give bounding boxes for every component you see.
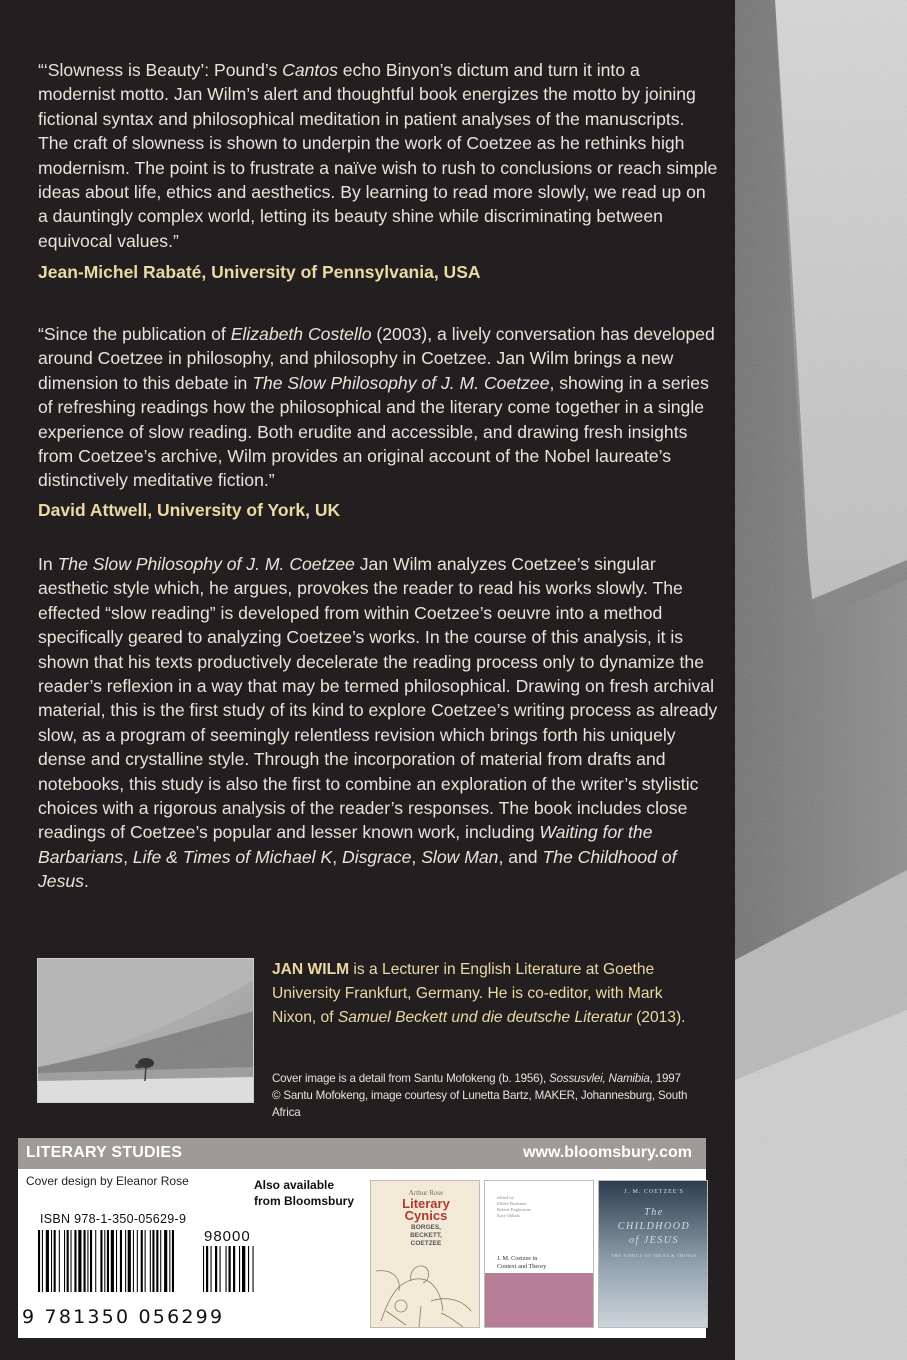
quote2-run: , showing in a series of refreshing readings how the philosophical and the literary come together in a single experience of slow reading. Both erudite and accessible, and drawing fresh insights from Coetzee’s archive, Wilm provides an original account of the Nobel laureate’s distinctively meditative fiction.” bbox=[38, 372, 709, 491]
book1-title-line-2: Cynics bbox=[404, 1208, 448, 1223]
quote2-run: (2003), a lively conversation has developed around Coetzee in philosophy, and philosophy in Coetzee. Jan Wilm brings a new dimension to this debate in bbox=[38, 324, 715, 393]
author-bio-text-1: is a Lecturer in English Literature at Goethe University Frankfurt, Germany. He is co-editor, with Mark Nixon, of bbox=[272, 961, 663, 1027]
book-description bbox=[38, 552, 718, 894]
desc-run: The Childhood of Jesus bbox=[38, 846, 677, 892]
endorsement-attribution-1: Jean-Michel Rabaté, University of Pennsylvania, USA bbox=[38, 262, 481, 282]
publisher-website[interactable]: www.bloomsbury.com bbox=[523, 1144, 692, 1161]
book2-title bbox=[497, 1255, 546, 1271]
desc-run: . bbox=[83, 871, 89, 892]
credit-text-a: Cover image is a detail from Santu Mofokeng (b. 1956), bbox=[272, 1072, 550, 1085]
book2-title-line-2: Context and Theory bbox=[497, 1263, 547, 1270]
book3-title-line-2: CHILDHOOD bbox=[617, 1221, 691, 1232]
book1-title-line-1: Literary bbox=[402, 1196, 450, 1211]
desc-run: Life & Times of Michael K bbox=[132, 846, 333, 867]
desc-run: , and bbox=[498, 846, 543, 867]
credit-title: Sossusvlei, Namibia bbox=[549, 1072, 650, 1085]
book1-sketch-illustration bbox=[371, 1251, 480, 1328]
book1-subtitle-line-3: COETZEE bbox=[410, 1240, 442, 1247]
book3-title-line-3: of JESUS bbox=[628, 1235, 680, 1246]
cover-image-credit bbox=[272, 1070, 712, 1121]
subject-category: LITERARY STUDIES bbox=[26, 1144, 183, 1161]
desc-run: In bbox=[38, 554, 58, 574]
quote1-run: Cantos bbox=[282, 60, 338, 80]
desc-run: Disgrace bbox=[341, 846, 412, 867]
book2-editors-line-2: Elleke Boehmer bbox=[497, 1201, 527, 1206]
author-bio-text-2: (2013). bbox=[631, 1009, 686, 1027]
endorsement-attribution-2: David Attwell, University of York, UK bbox=[38, 500, 341, 520]
cover-designer: Cover design by Eleanor Rose bbox=[26, 1174, 189, 1188]
book1-subtitle bbox=[371, 1224, 480, 1248]
credit-text-c: , 1997 bbox=[649, 1072, 681, 1085]
quote1-run: “‘Slowness is Beauty’: Pound’s bbox=[38, 60, 283, 80]
also-available-line-1: Also available bbox=[254, 1178, 335, 1192]
book2-title-line-1: J. M. Coetzee in bbox=[497, 1255, 538, 1262]
author-bio-book: Samuel Beckett und die deutsche Literatur bbox=[337, 1009, 632, 1027]
quote2-run: “Since the publication of bbox=[38, 324, 231, 344]
related-book-literary-cynics[interactable] bbox=[370, 1180, 480, 1328]
book2-editors-line-4: Katy Iddiols bbox=[497, 1213, 520, 1218]
book1-subtitle-line-1: BORGES, bbox=[411, 1224, 441, 1231]
book1-author: Arthur Rose bbox=[408, 1189, 444, 1197]
ean-number: 9 781350 056299 bbox=[22, 1306, 225, 1328]
book2-color-band bbox=[485, 1273, 594, 1328]
endorsement-quote-1 bbox=[38, 58, 718, 253]
book3-author: J. M. COETZEE'S bbox=[624, 1189, 684, 1195]
book1-title bbox=[371, 1198, 480, 1222]
author-name: JAN WILM bbox=[272, 961, 350, 978]
publisher-panel bbox=[18, 1138, 706, 1338]
desc-run: Waiting for the Barbarians bbox=[38, 822, 653, 867]
price-code: 98000 bbox=[204, 1228, 251, 1245]
barcode-icon bbox=[38, 1230, 218, 1292]
cover-photo-strip bbox=[735, 0, 907, 1360]
endorsement-quote-2 bbox=[38, 322, 718, 493]
subject-bar bbox=[18, 1138, 706, 1169]
book3-subtitle: THE ETHICS OF IDEAS & THINGS bbox=[611, 1253, 697, 1258]
book2-editors-line-3: Robert Eaglestone bbox=[497, 1207, 531, 1212]
book2-editors-line-1: edited by bbox=[497, 1195, 514, 1200]
desc-run: , bbox=[123, 846, 133, 867]
credit-copyright: © Santu Mofokeng, image courtesy of Lunetta Bartz, MAKER, Johannesburg, South Africa bbox=[272, 1089, 688, 1119]
also-available-line-2: from Bloomsbury bbox=[254, 1194, 355, 1208]
addon-barcode-icon bbox=[203, 1246, 263, 1292]
desc-run: Jan Wilm analyzes Coetzee’s singular aesthetic style which, he argues, provokes the reader to read his works slowly. The effected “slow reading” is developed from within Coetzee’s oeuvre into a method specifically geared to analyzing Coetzee’s works. In the course of this analysis, it is shown that his texts productively decelerate the reading process only to dynamize the reader’s reflexion in a way that may be termed philosophical. Drawing on fresh archival material, this is the first study of its kind to explore Coetzee’s writing process as already slow, as a program of seemingly relentless revision which brings forth his uniquely dense and crystalline style. Through the incorporation of material from drafts and notebooks, this study is also the first to combine an exploration of the writer’s stylistic choices with a rigorous analysis of the reader’s responses. The book includes close readings of Coetzee’s popular and lesser known work, including bbox=[38, 554, 718, 843]
quote2-run: The Slow Philosophy of J. M. Coetzee bbox=[252, 372, 550, 393]
desc-run: , bbox=[411, 846, 422, 867]
related-book-coetzee-context[interactable] bbox=[484, 1180, 594, 1328]
book1-subtitle-line-2: BECKETT, bbox=[410, 1232, 442, 1239]
quote1-run: echo Binyon’s dictum and turn it into a modernist motto. Jan Wilm’s alert and thoughtful book energizes the motto by joining fictional syntax and philosophical meditation in patient analyses of the manuscripts. The craft of slowness is shown to underpin the work of Coetzee as he rethinks high modernism. The point is to frustrate a naïve wish to rush to conclusions or reach simple ideas about life, ethics and aesthetics. By learning to read more slowly, we read up on a dauntingly complex world, letting its beauty shine while discriminating between equivocal values.” bbox=[38, 60, 718, 251]
quote2-run: Elizabeth Costello bbox=[230, 324, 372, 344]
also-available-label bbox=[254, 1177, 354, 1209]
desc-run: The Slow Philosophy of J. M. Coetzee bbox=[57, 554, 355, 574]
desc-run: Slow Man bbox=[421, 846, 499, 867]
related-book-childhood-of-jesus[interactable] bbox=[598, 1180, 708, 1328]
dune-photo bbox=[735, 0, 907, 1360]
dune-tree-photo bbox=[38, 959, 254, 1103]
cover-image-thumbnail bbox=[37, 958, 254, 1103]
isbn-text: ISBN 978-1-350-05629-9 bbox=[40, 1212, 187, 1226]
book2-editors bbox=[497, 1195, 531, 1219]
book3-title-line-1: The bbox=[644, 1207, 664, 1218]
desc-run: , bbox=[332, 846, 342, 867]
author-bio bbox=[272, 958, 692, 1031]
